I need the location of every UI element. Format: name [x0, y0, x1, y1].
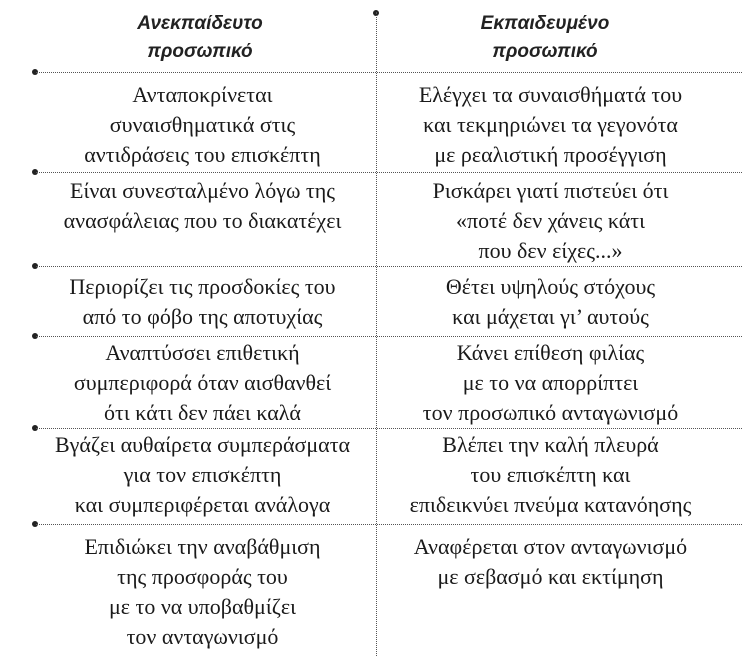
row-4-untrained: Αναπτύσσει επιθετική συμπεριφορά όταν αισθανθεί ότι κάτι δεν πάει καλά: [73, 340, 332, 425]
row-separator: [36, 72, 742, 73]
row-6-untrained: Επιδιώκει την αναβάθμιση της προσφοράς του με το να υποβαθμίζει τον ανταγωνισμό: [84, 534, 321, 649]
row-5-trained: Βλέπει την καλή πλευρά του επισκέπτη και επιδεικνύει πνεύμα κατανόησης: [409, 432, 692, 517]
column-divider: [376, 12, 377, 656]
row-separator: [36, 266, 742, 267]
row-separator: [36, 428, 742, 429]
header-trained-staff: Εκπαιδευμένο προσωπικό: [480, 13, 610, 62]
row-2-trained: Ρισκάρει γιατί πιστεύει ότι «ποτέ δεν χάνεις κάτι που δεν είχες...»: [432, 178, 669, 263]
row-4-trained: Κάνει επίθεση φιλίας με το να απορρίπτει τον προσωπικό ανταγωνισμό: [422, 340, 679, 425]
row-3-untrained: Περιορίζει τις προσδοκίες του από το φόβο της αποτυχίας: [69, 274, 336, 329]
row-separator: [36, 172, 742, 173]
row-3-trained: Θέτει υψηλούς στόχους και μάχεται γι’ αυτούς: [445, 274, 656, 329]
row-1-untrained: Ανταποκρίνεται συναισθηματικά στις αντιδράσεις του επισκέπτη: [84, 82, 321, 167]
row-6-trained: Αναφέρεται στον ανταγωνισμό με σεβασμό και εκτίμηση: [413, 534, 688, 589]
row-1-trained: Ελέγχει τα συναισθήματά του και τεκμηριώνει τα γεγονότα με ρεαλιστική προσέγγιση: [418, 82, 683, 167]
row-separator: [36, 524, 742, 525]
row-separator: [36, 336, 742, 337]
header-untrained-staff: Ανεκπαίδευτο προσωπικό: [137, 13, 263, 62]
row-5-untrained: Βγάζει αυθαίρετα συμπεράσματα για τον επισκέπτη και συμπεριφέρεται ανάλογα: [54, 432, 351, 517]
row-2-untrained: Είναι συνεσταλμένο λόγω της ανασφάλειας που το διακατέχει: [63, 178, 342, 233]
